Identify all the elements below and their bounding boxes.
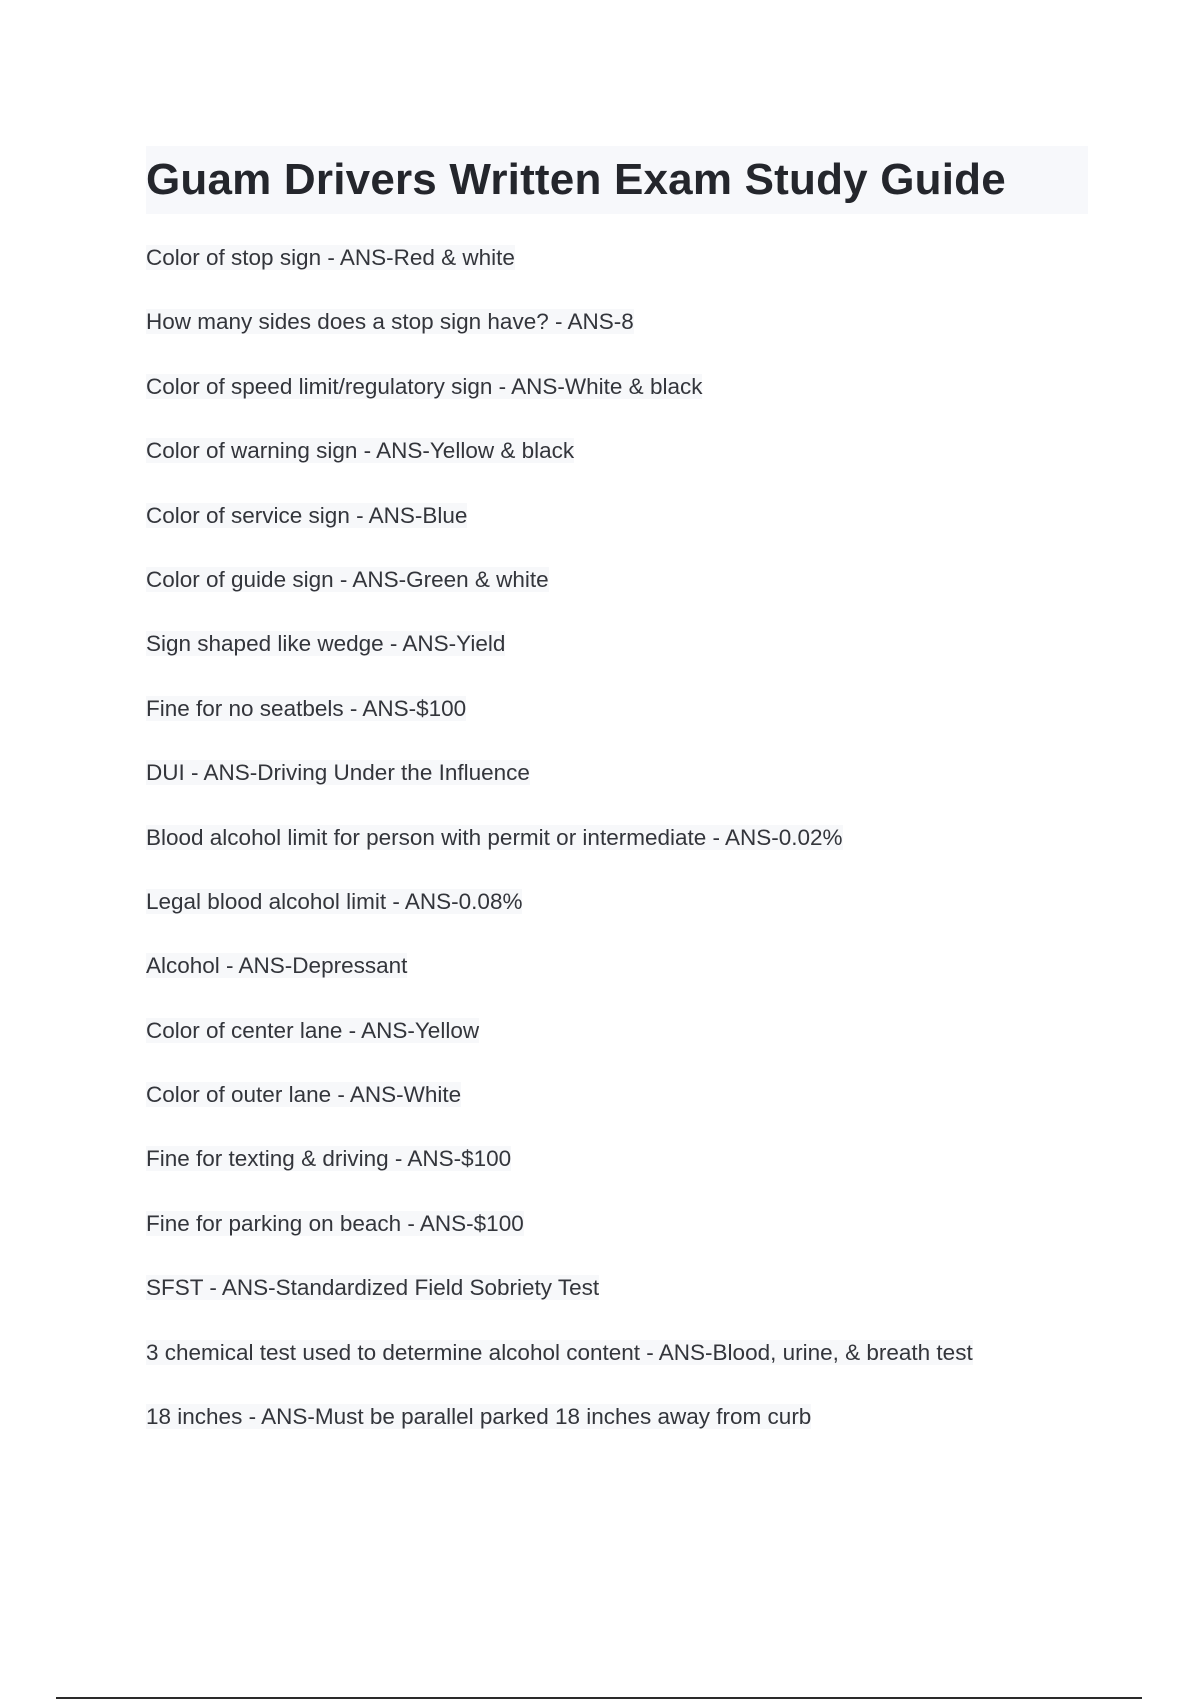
qa-item xyxy=(146,757,973,821)
qa-text: Color of warning sign - ANS-Yellow & black xyxy=(146,438,575,464)
qa-text: How many sides does a stop sign have? - ANS-8 xyxy=(146,309,634,335)
qa-item xyxy=(146,950,973,1014)
qa-text: Color of outer lane - ANS-White xyxy=(146,1082,462,1108)
qa-item xyxy=(146,1143,973,1207)
qa-item xyxy=(146,1208,973,1272)
qa-text: Color of guide sign - ANS-Green & white xyxy=(146,566,549,592)
qa-text: SFST - ANS-Standardized Field Sobriety Test xyxy=(146,1275,600,1301)
qa-text: Legal blood alcohol limit - ANS-0.08% xyxy=(146,888,523,914)
qa-text: DUI - ANS-Driving Under the Influence xyxy=(146,760,530,786)
qa-item xyxy=(146,628,973,692)
qa-text: Color of stop sign - ANS-Red & white xyxy=(146,245,515,270)
qa-text: Color of speed limit/regulatory sign - ANS-White & black xyxy=(146,373,703,399)
qa-item xyxy=(146,1401,973,1465)
qa-text: Fine for parking on beach - ANS-$100 xyxy=(146,1210,524,1236)
qa-item xyxy=(146,886,973,950)
qa-text: 3 chemical test used to determine alcohol content - ANS-Blood, urine, & breath test xyxy=(146,1339,973,1365)
qa-item xyxy=(146,822,973,886)
qa-list xyxy=(146,242,973,1465)
qa-item xyxy=(146,693,973,757)
qa-item xyxy=(146,1337,973,1401)
qa-text: Blood alcohol limit for person with permit or intermediate - ANS-0.02% xyxy=(146,824,843,850)
qa-item xyxy=(146,306,973,370)
qa-text: 18 inches - ANS-Must be parallel parked 18 inches away from curb xyxy=(146,1404,812,1430)
footer-divider xyxy=(56,1697,1142,1699)
qa-text: Sign shaped like wedge - ANS-Yield xyxy=(146,631,506,657)
qa-item xyxy=(146,371,973,435)
qa-text: Color of service sign - ANS-Blue xyxy=(146,502,468,528)
qa-item xyxy=(146,242,973,306)
qa-item xyxy=(146,435,973,499)
page-title: Guam Drivers Written Exam Study Guide xyxy=(146,155,1006,204)
qa-item xyxy=(146,1015,973,1079)
qa-text: Fine for texting & driving - ANS-$100 xyxy=(146,1146,512,1172)
qa-text: Fine for no seatbels - ANS-$100 xyxy=(146,695,467,721)
qa-text: Color of center lane - ANS-Yellow xyxy=(146,1017,480,1043)
qa-text: Alcohol - ANS-Depressant xyxy=(146,953,408,979)
qa-item xyxy=(146,500,973,564)
qa-item xyxy=(146,1272,973,1336)
qa-item xyxy=(146,564,973,628)
qa-item xyxy=(146,1079,973,1143)
